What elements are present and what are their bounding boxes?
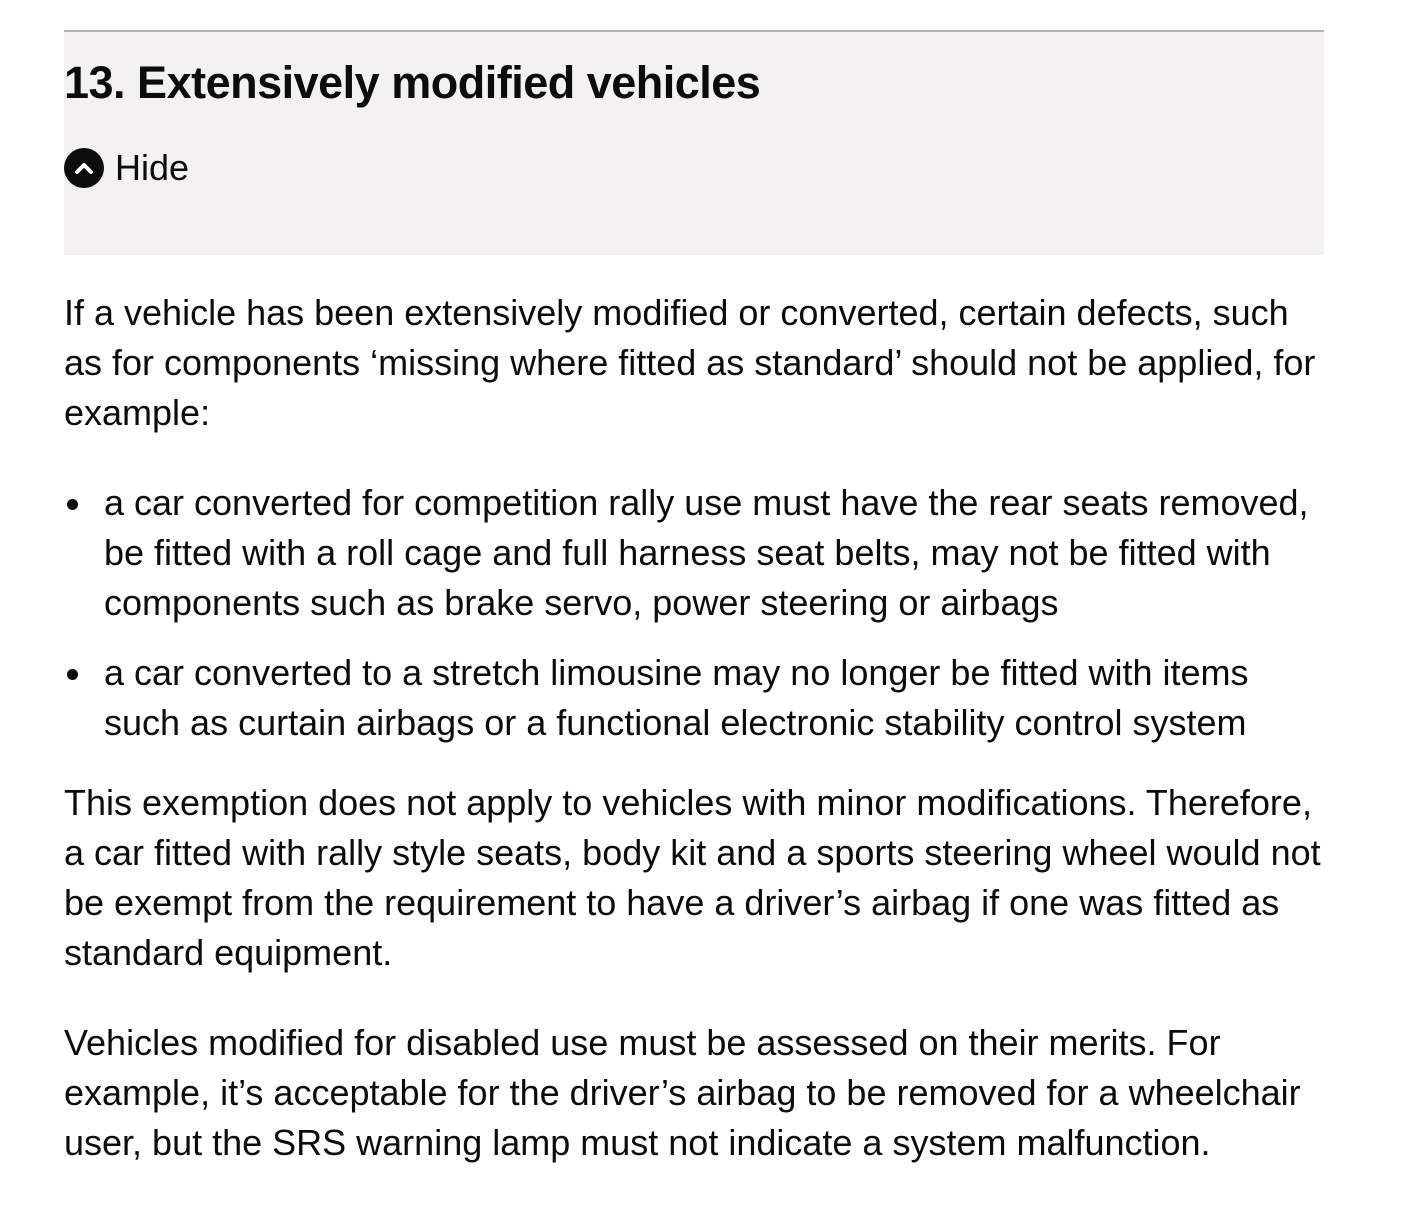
exemption-paragraph: This exemption does not apply to vehicles with minor modifications. Therefore, a car fitted with rally style seats, body kit and a sports steering wheel would not be exempt from the requirement to have a driver’s airbag if one was fitted as standard equipment.	[64, 782, 1321, 973]
toggle-label: Hide	[115, 147, 190, 188]
list-item: a car converted for competition rally use must have the rear seats removed, be fitted with a roll cage and full harness seat belts, may not be fitted with components such as brake servo, power steering or airbags	[64, 478, 1324, 628]
section-heading: 13. Extensively modified vehicles	[64, 57, 761, 108]
intro-paragraph: If a vehicle has been extensively modified or converted, certain defects, such as for components ‘missing where fitted as standard’ should not be applied, for example:	[64, 292, 1316, 433]
list-item: a car converted to a stretch limousine may no longer be fitted with items such as curtain airbags or a functional electronic stability control system	[64, 648, 1324, 748]
accordion-section	[64, 30, 1324, 1168]
section-content	[64, 255, 1324, 1168]
accordion-section-header	[64, 30, 1324, 255]
hide-section-toggle[interactable]	[64, 148, 189, 188]
example-list	[64, 478, 1324, 748]
disabled-use-paragraph: Vehicles modified for disabled use must be assessed on their merits. For example, it’s acceptable for the driver’s airbag to be removed for a wheelchair user, but the SRS warning lamp must not indicate a system malfunction.	[64, 1022, 1301, 1163]
chevron-up-circle-icon	[64, 148, 104, 188]
